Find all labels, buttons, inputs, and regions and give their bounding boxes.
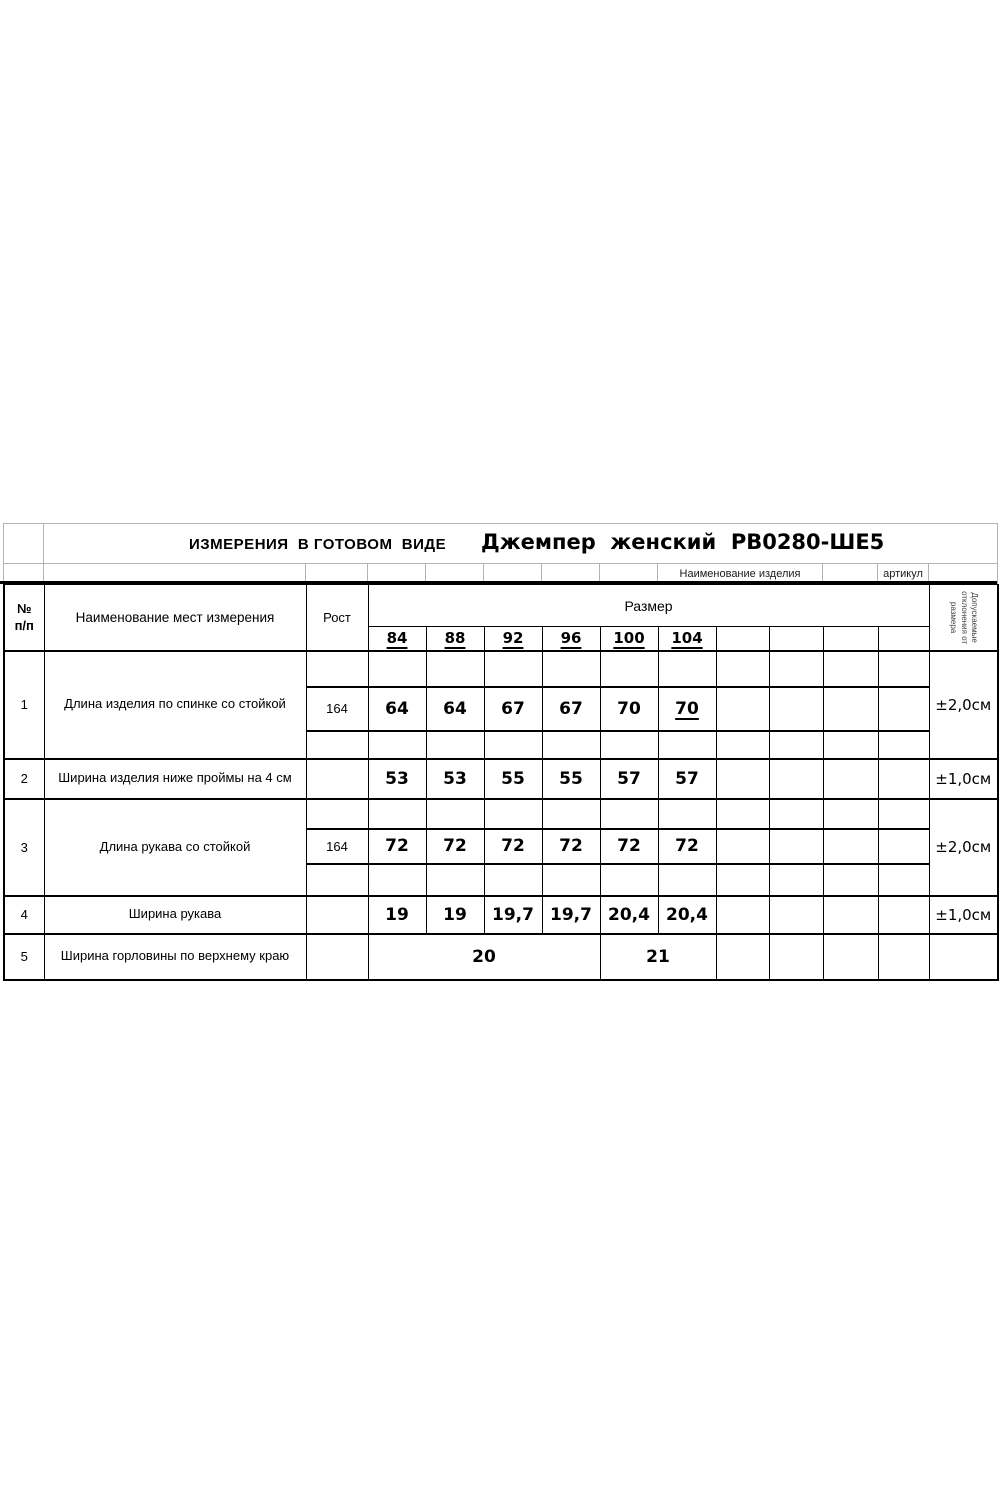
empty-cell	[658, 651, 716, 687]
empty-cell	[426, 864, 484, 896]
measure-value: 19,7	[542, 896, 600, 934]
empty-cell	[426, 651, 484, 687]
empty-cell	[878, 731, 929, 759]
measure-value: 72	[600, 829, 658, 864]
empty-cell	[769, 731, 823, 759]
row-name: Длина рукава со стойкой	[44, 799, 306, 896]
height-value	[306, 759, 368, 799]
corner-cell	[4, 524, 44, 564]
height-value: 164	[306, 687, 368, 731]
empty-cell	[484, 651, 542, 687]
empty-cell	[716, 759, 769, 799]
empty-cell	[769, 799, 823, 829]
empty-cell	[823, 799, 878, 829]
deviation-line: размера	[949, 601, 959, 633]
deviation-header-wrap	[930, 585, 998, 650]
deviation-header-text	[948, 591, 979, 644]
measure-value: 70	[600, 687, 658, 731]
empty-cell	[823, 896, 878, 934]
empty-cell	[542, 651, 600, 687]
measure-value: 55	[484, 759, 542, 799]
empty-cell	[823, 687, 878, 731]
measure-value: 19,7	[484, 896, 542, 934]
empty-cell	[716, 864, 769, 896]
title-cell	[44, 524, 998, 564]
row-num: 2	[4, 759, 44, 799]
measure-value: 67	[484, 687, 542, 731]
empty-cell	[878, 651, 929, 687]
empty-cell	[716, 651, 769, 687]
empty-cell	[769, 759, 823, 799]
measure-value: 19	[426, 896, 484, 934]
empty-cell	[600, 864, 658, 896]
empty-cell	[716, 896, 769, 934]
measure-value: 57	[658, 759, 716, 799]
empty-cell	[716, 934, 769, 980]
empty-cell	[484, 731, 542, 759]
col-header-num	[4, 585, 44, 651]
empty-cell	[716, 687, 769, 731]
measure-value: 72	[542, 829, 600, 864]
empty-cell	[306, 799, 368, 829]
deviation-value: ±1,0см	[929, 896, 998, 934]
measure-value: 19	[368, 896, 426, 934]
height-value: 164	[306, 829, 368, 864]
empty-cell	[716, 799, 769, 829]
article-label: артикул	[878, 564, 929, 584]
col-header-height: Рост	[306, 585, 368, 651]
row-num: 5	[4, 934, 44, 980]
empty-cell	[542, 864, 600, 896]
empty-cell	[823, 829, 878, 864]
row-name: Ширина горловины по верхнему краю	[44, 934, 306, 980]
num-line1: №	[17, 600, 32, 616]
size-header: 96	[542, 627, 600, 651]
empty-cell	[878, 799, 929, 829]
empty-cell	[426, 799, 484, 829]
row-num: 4	[4, 896, 44, 934]
title-band-table	[3, 523, 998, 584]
empty-cell	[368, 731, 426, 759]
empty-cell	[368, 651, 426, 687]
empty-cell	[658, 731, 716, 759]
empty-cell	[769, 687, 823, 731]
empty-cell	[878, 687, 929, 731]
product-title: Джемпер женский РВ0280-ШЕ5	[481, 530, 885, 554]
empty-cell	[716, 731, 769, 759]
measure-value: 64	[368, 687, 426, 731]
empty-cell	[306, 934, 368, 980]
empty-cell	[878, 864, 929, 896]
num-line2: п/п	[14, 618, 34, 634]
measure-value: 72	[658, 829, 716, 864]
measure-value: 53	[426, 759, 484, 799]
product-name-label: Наименование изделия	[658, 564, 823, 584]
row-name: Ширина рукава	[44, 896, 306, 934]
merged-measure-value: 20	[368, 934, 600, 980]
measure-value: 70	[658, 687, 716, 731]
deviation-value: ±2,0см	[929, 651, 998, 759]
deviation-value	[929, 934, 998, 980]
row-num: 3	[4, 799, 44, 896]
empty-cell	[658, 799, 716, 829]
empty-cell	[600, 651, 658, 687]
empty-cell	[426, 731, 484, 759]
size-header: 84	[368, 627, 426, 651]
empty-cell	[769, 829, 823, 864]
empty-cell	[716, 829, 769, 864]
empty-cell	[306, 651, 368, 687]
empty-cell	[878, 934, 929, 980]
row-name: Длина изделия по спинке со стойкой	[44, 651, 306, 759]
empty-cell	[823, 759, 878, 799]
measure-value: 55	[542, 759, 600, 799]
empty-cell	[823, 864, 878, 896]
empty-cell	[823, 731, 878, 759]
empty-cell	[823, 627, 878, 651]
size-header: 100	[600, 627, 658, 651]
empty-cell	[306, 731, 368, 759]
size-header: 104	[658, 627, 716, 651]
empty-cell	[716, 627, 769, 651]
deviation-line: отклонения от	[959, 590, 969, 644]
empty-cell	[600, 731, 658, 759]
empty-cell	[306, 864, 368, 896]
empty-cell	[769, 651, 823, 687]
empty-cell	[542, 731, 600, 759]
measure-value: 72	[426, 829, 484, 864]
col-header-deviation	[929, 585, 998, 651]
empty-cell	[600, 799, 658, 829]
measure-value: 67	[542, 687, 600, 731]
empty-cell	[823, 651, 878, 687]
empty-cell	[769, 864, 823, 896]
col-header-name: Наименование мест измерения	[44, 585, 306, 651]
empty-cell	[878, 759, 929, 799]
merged-measure-value: 21	[600, 934, 716, 980]
size-header: 88	[426, 627, 484, 651]
empty-cell	[878, 627, 929, 651]
measure-value: 72	[368, 829, 426, 864]
size-header: 92	[484, 627, 542, 651]
empty-cell	[484, 864, 542, 896]
height-value	[306, 896, 368, 934]
empty-cell	[823, 934, 878, 980]
empty-cell	[368, 799, 426, 829]
empty-cell	[368, 864, 426, 896]
measurement-table	[3, 584, 999, 981]
col-header-size-group: Размер	[368, 585, 929, 627]
empty-cell	[769, 627, 823, 651]
empty-cell	[769, 934, 823, 980]
sheet-title: ИЗМЕРЕНИЯ В ГОТОВОМ ВИДЕ	[189, 536, 447, 553]
measure-value: 57	[600, 759, 658, 799]
empty-cell	[769, 896, 823, 934]
deviation-value: ±1,0см	[929, 759, 998, 799]
measure-value: 20,4	[658, 896, 716, 934]
measure-value: 64	[426, 687, 484, 731]
measure-value: 53	[368, 759, 426, 799]
empty-cell	[484, 799, 542, 829]
empty-cell	[878, 829, 929, 864]
row-num: 1	[4, 651, 44, 759]
deviation-value: ±2,0см	[929, 799, 998, 896]
measure-value: 72	[484, 829, 542, 864]
empty-cell	[878, 896, 929, 934]
measure-value: 20,4	[600, 896, 658, 934]
deviation-line: Допускаемые	[969, 592, 979, 643]
empty-cell	[542, 799, 600, 829]
empty-cell	[658, 864, 716, 896]
row-name: Ширина изделия ниже проймы на 4 см	[44, 759, 306, 799]
